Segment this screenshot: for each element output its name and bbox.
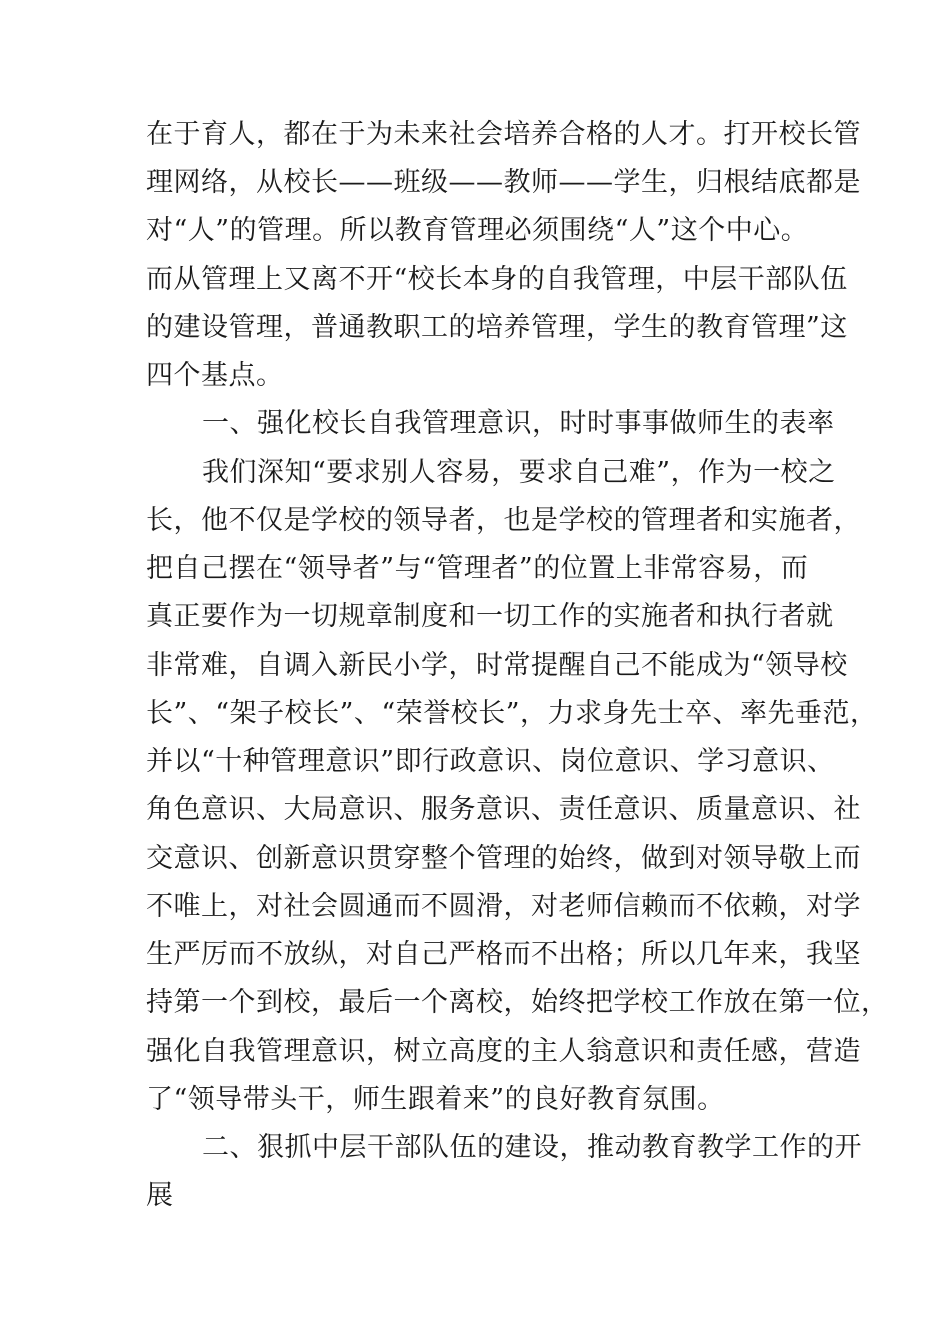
section-heading-1: 一、强化校长自我管理意识，时时事事做师生的表率 [202,408,835,439]
body-text-line: 四个基点。 [146,360,284,391]
body-text-line: 在于育人，都在于为未来社会培养合格的人才。打开校长管 [146,119,861,150]
body-text-line: 持第一个到校，最后一个离校，始终把学校工作放在第一位， [146,987,889,1018]
body-text-line: 生严厉而不放纵，对自己严格而不出格；所以几年来，我坚 [146,939,861,970]
body-text-line: 了“领导带头干，师生跟着来”的良好教育氛围。 [146,1084,725,1115]
body-text-line: 而从管理上又离不开“校长本身的自我管理，中层干部队伍 [146,264,848,295]
body-text-line: 强化自我管理意识，树立高度的主人翁意识和责任感，营造 [146,1036,861,1067]
body-text-line: 展 [146,1180,174,1211]
body-text-line: 不唯上，对社会圆通而不圆滑，对老师信赖而不依赖，对学 [146,891,861,922]
body-text-line: 角色意识、大局意识、服务意识、责任意识、质量意识、社 [146,794,861,825]
body-text-line: 理网络，从校长——班级——教师——学生，归根结底都是 [146,167,861,198]
body-text-line: 并以“十种管理意识”即行政意识、岗位意识、学习意识、 [146,746,835,777]
body-text-line: 的建设管理，普通教职工的培养管理，学生的教育管理”这 [146,312,848,343]
body-text-line: 长”、“架子校长”、“荣誉校长”，力求身先士卒、率先垂范， [146,698,878,729]
body-text-line: 交意识、创新意识贯穿整个管理的始终，做到对领导敬上而 [146,843,861,874]
body-text-line: 长，他不仅是学校的领导者，也是学校的管理者和实施者， [146,505,861,536]
section-heading-2: 二、狠抓中层干部队伍的建设，推动教育教学工作的开 [202,1132,862,1163]
body-text-line: 真正要作为一切规章制度和一切工作的实施者和执行者就 [146,601,834,632]
body-text-line: 非常难，自调入新民小学，时常提醒自己不能成为“领导校 [146,650,848,681]
body-text-line: 对“人”的管理。所以教育管理必须围绕“人”这个中心。 [146,215,809,246]
body-text-line: 我们深知“要求别人容易，要求自己难”，作为一校之 [202,457,836,488]
body-text-line: 把自己摆在“领导者”与“管理者”的位置上非常容易，而 [146,553,809,584]
